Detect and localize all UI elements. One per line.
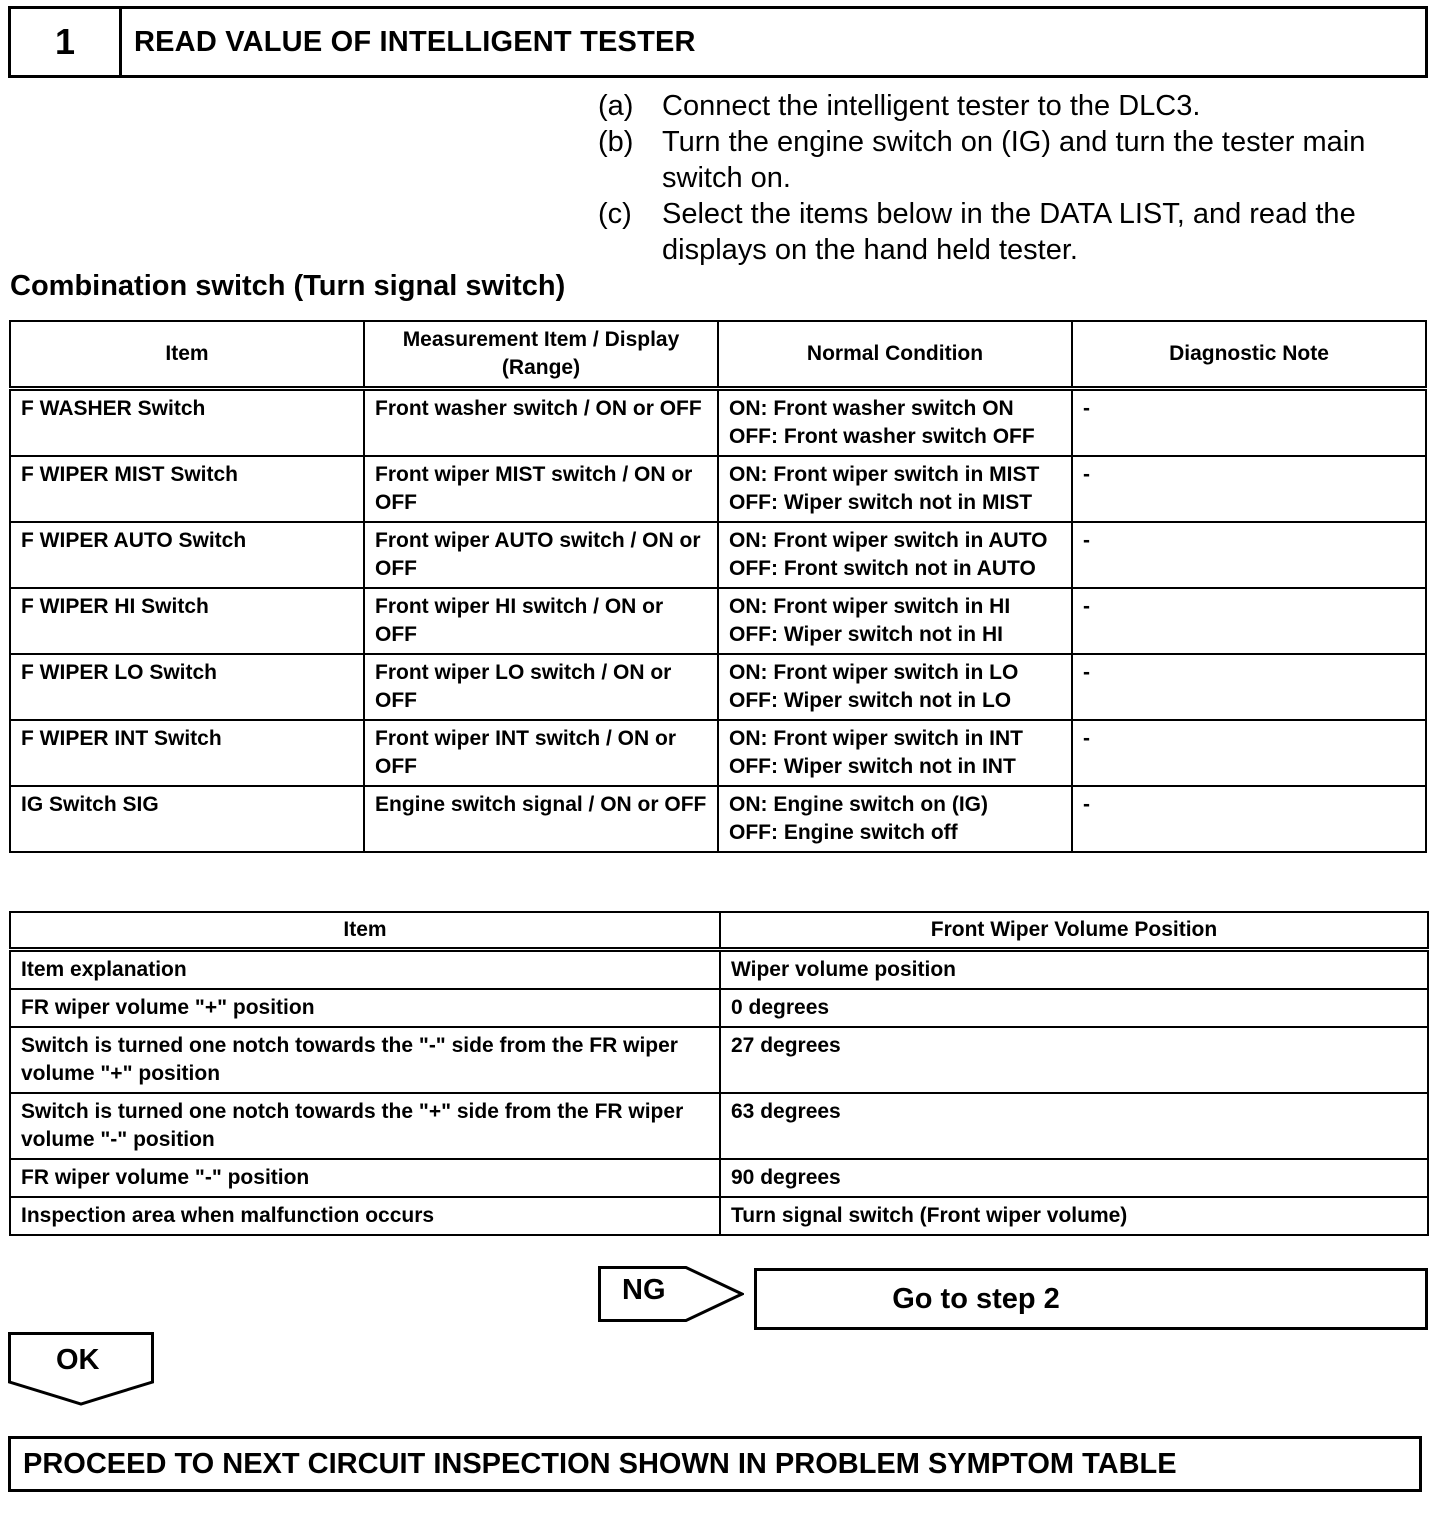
instruction-item bbox=[598, 88, 1428, 124]
table-cell: - bbox=[1072, 389, 1426, 457]
table-cell: Inspection area when malfunction occurs bbox=[10, 1197, 720, 1235]
instruction-item bbox=[598, 196, 1428, 268]
step-header bbox=[8, 6, 1428, 78]
column-header: Item bbox=[10, 321, 364, 389]
wiper-volume-table bbox=[9, 911, 1429, 1236]
table-row bbox=[10, 989, 1428, 1027]
table-cell: - bbox=[1072, 654, 1426, 720]
instruction-item bbox=[598, 124, 1428, 196]
column-header: Normal Condition bbox=[718, 321, 1072, 389]
table-cell: F WIPER MIST Switch bbox=[10, 456, 364, 522]
table-cell: - bbox=[1072, 720, 1426, 786]
table-header-row bbox=[10, 321, 1426, 389]
table-cell: - bbox=[1072, 456, 1426, 522]
table-cell: ON: Front wiper switch in INT OFF: Wiper switch not in INT bbox=[718, 720, 1072, 786]
table-cell: Front wiper AUTO switch / ON or OFF bbox=[364, 522, 718, 588]
table-cell: FR wiper volume "+" position bbox=[10, 989, 720, 1027]
table-row bbox=[10, 654, 1426, 720]
column-header: Measurement Item / Display (Range) bbox=[364, 321, 718, 389]
table-cell: ON: Front washer switch ON OFF: Front washer switch OFF bbox=[718, 389, 1072, 457]
column-header: Diagnostic Note bbox=[1072, 321, 1426, 389]
instruction-text: Turn the engine switch on (IG) and turn the tester main switch on. bbox=[662, 126, 1366, 194]
table-cell: F WIPER LO Switch bbox=[10, 654, 364, 720]
table-row bbox=[10, 389, 1426, 457]
table-cell: ON: Front wiper switch in AUTO OFF: Front switch not in AUTO bbox=[718, 522, 1072, 588]
table-cell: 27 degrees bbox=[720, 1027, 1428, 1093]
column-header: Front Wiper Volume Position bbox=[720, 912, 1428, 950]
table-cell: 90 degrees bbox=[720, 1159, 1428, 1197]
final-instruction-label: PROCEED TO NEXT CIRCUIT INSPECTION SHOWN IN PROBLEM SYMPTOM TABLE bbox=[23, 1447, 1177, 1480]
table-cell: 0 degrees bbox=[720, 989, 1428, 1027]
table-cell: ON: Front wiper switch in MIST OFF: Wiper switch not in MIST bbox=[718, 456, 1072, 522]
table-cell: F WASHER Switch bbox=[10, 389, 364, 457]
ok-label: OK bbox=[56, 1344, 100, 1376]
table-row bbox=[10, 522, 1426, 588]
instruction-text: Select the items below in the DATA LIST, and read the displays on the hand held tester. bbox=[662, 198, 1356, 266]
table-cell: FR wiper volume "-" position bbox=[10, 1159, 720, 1197]
instruction-label: (a) bbox=[598, 90, 634, 122]
table-row bbox=[10, 1093, 1428, 1159]
table-cell: Item explanation bbox=[10, 950, 720, 990]
ng-arrow-shape bbox=[598, 1266, 744, 1322]
go-to-step-box bbox=[754, 1268, 1428, 1330]
instruction-label: (b) bbox=[598, 126, 634, 158]
table-row bbox=[10, 1027, 1428, 1093]
ok-arrow bbox=[8, 1332, 154, 1406]
table-row bbox=[10, 588, 1426, 654]
instruction-text: Connect the intelligent tester to the DLC3. bbox=[662, 90, 1201, 122]
table-cell: F WIPER HI Switch bbox=[10, 588, 364, 654]
instruction-label: (c) bbox=[598, 198, 632, 230]
table-cell: Front washer switch / ON or OFF bbox=[364, 389, 718, 457]
table-cell: Front wiper HI switch / ON or OFF bbox=[364, 588, 718, 654]
table-row bbox=[10, 456, 1426, 522]
table-cell: Engine switch signal / ON or OFF bbox=[364, 786, 718, 852]
table-cell: Wiper volume position bbox=[720, 950, 1428, 990]
column-header: Item bbox=[10, 912, 720, 950]
final-instruction-box bbox=[8, 1436, 1422, 1492]
go-to-step-label: Go to step 2 bbox=[892, 1282, 1060, 1315]
table-cell: Switch is turned one notch towards the "-" side from the FR wiper volume "+" position bbox=[10, 1027, 720, 1093]
table-cell: ON: Front wiper switch in HI OFF: Wiper switch not in HI bbox=[718, 588, 1072, 654]
table-cell: - bbox=[1072, 786, 1426, 852]
table-cell: ON: Engine switch on (IG) OFF: Engine switch off bbox=[718, 786, 1072, 852]
table-cell: - bbox=[1072, 588, 1426, 654]
table-row bbox=[10, 950, 1428, 990]
table-cell: Front wiper INT switch / ON or OFF bbox=[364, 720, 718, 786]
ng-label: NG bbox=[622, 1274, 666, 1306]
data-list-table bbox=[9, 320, 1427, 853]
table-cell: 63 degrees bbox=[720, 1093, 1428, 1159]
table-cell: F WIPER AUTO Switch bbox=[10, 522, 364, 588]
section-title: Combination switch (Turn signal switch) bbox=[10, 270, 566, 302]
table-cell: F WIPER INT Switch bbox=[10, 720, 364, 786]
ng-arrow bbox=[598, 1266, 744, 1322]
table-cell: IG Switch SIG bbox=[10, 786, 364, 852]
table-cell: Turn signal switch (Front wiper volume) bbox=[720, 1197, 1428, 1235]
instruction-list bbox=[598, 88, 1428, 268]
table-header-row bbox=[10, 912, 1428, 950]
step-title: READ VALUE OF INTELLIGENT TESTER bbox=[134, 25, 696, 58]
table-cell: Front wiper MIST switch / ON or OFF bbox=[364, 456, 718, 522]
step-number: 1 bbox=[11, 9, 122, 75]
table-row bbox=[10, 1197, 1428, 1235]
table-cell: ON: Front wiper switch in LO OFF: Wiper switch not in LO bbox=[718, 654, 1072, 720]
table-cell: Front wiper LO switch / ON or OFF bbox=[364, 654, 718, 720]
table-cell: - bbox=[1072, 522, 1426, 588]
table-cell: Switch is turned one notch towards the "+" side from the FR wiper volume "-" position bbox=[10, 1093, 720, 1159]
table-row bbox=[10, 720, 1426, 786]
table-row bbox=[10, 1159, 1428, 1197]
table-row bbox=[10, 786, 1426, 852]
